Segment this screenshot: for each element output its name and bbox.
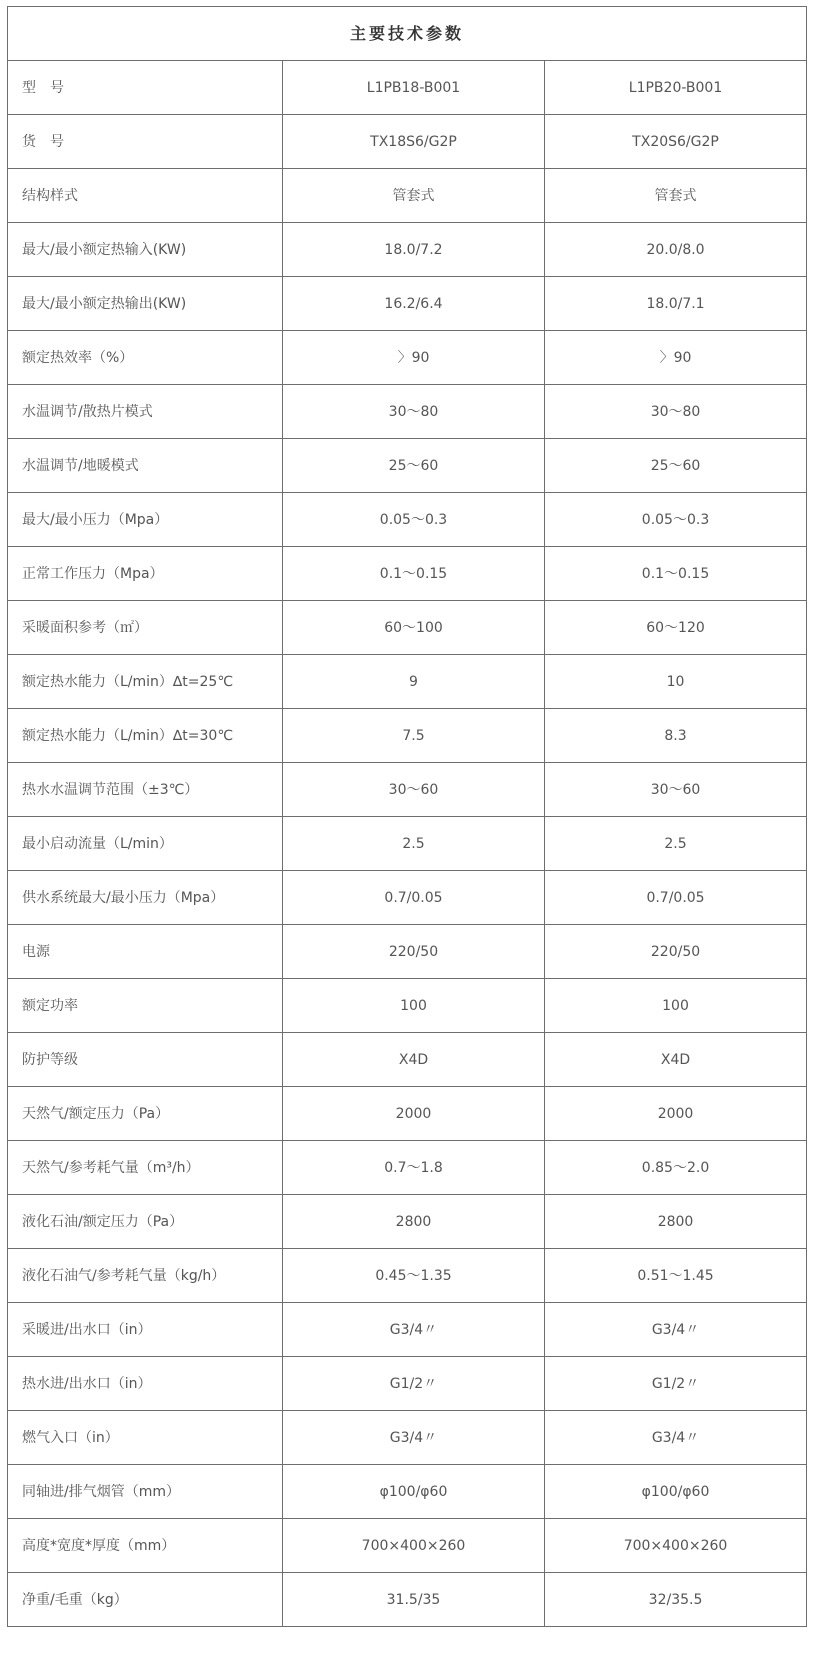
model-2-value: 2000 [545,1087,807,1141]
param-label: 型 号 [8,61,283,115]
param-label: 水温调节/散热片模式 [8,385,283,439]
table-row [8,1249,807,1303]
param-label: 最小启动流量（L/min） [8,817,283,871]
table-row [8,439,807,493]
model-2-value: 0.51～1.45 [545,1249,807,1303]
param-label: 额定热水能力（L/min）∆t=25℃ [8,655,283,709]
table-row [8,547,807,601]
model-2-value: 8.3 [545,709,807,763]
param-label: 天然气/额定压力（Pa） [8,1087,283,1141]
model-1-value: 0.05～0.3 [283,493,545,547]
model-1-value: 25～60 [283,439,545,493]
param-label: 货 号 [8,115,283,169]
param-label: 高度*宽度*厚度（mm） [8,1519,283,1573]
model-2-value: 0.7/0.05 [545,871,807,925]
title-row [8,7,807,61]
param-label: 供水系统最大/最小压力（Mpa） [8,871,283,925]
param-label: 最大/最小额定热输入(KW) [8,223,283,277]
param-label: 液化石油/额定压力（Pa） [8,1195,283,1249]
model-2-value: 700×400×260 [545,1519,807,1573]
model-1-value: G3/4〃 [283,1303,545,1357]
spec-table [7,6,807,1627]
spec-table-body [8,7,807,1627]
model-1-value: X4D [283,1033,545,1087]
model-1-value: 2800 [283,1195,545,1249]
table-row [8,1519,807,1573]
model-1-value: 0.1～0.15 [283,547,545,601]
model-2-value: 25～60 [545,439,807,493]
model-2-value: φ100/φ60 [545,1465,807,1519]
model-2-value: 20.0/8.0 [545,223,807,277]
table-row [8,925,807,979]
model-1-value: 2000 [283,1087,545,1141]
table-row [8,1033,807,1087]
table-row [8,61,807,115]
model-1-value: 700×400×260 [283,1519,545,1573]
table-row [8,385,807,439]
param-label: 热水进/出水口（in） [8,1357,283,1411]
table-row [8,1357,807,1411]
table-row [8,979,807,1033]
table-row [8,655,807,709]
model-2-value: X4D [545,1033,807,1087]
model-2-value: TX20S6/G2P [545,115,807,169]
table-row [8,1465,807,1519]
model-2-value: 30～80 [545,385,807,439]
model-2-value: 220/50 [545,925,807,979]
param-label: 正常工作压力（Mpa） [8,547,283,601]
table-row [8,871,807,925]
param-label: 热水水温调节范围（±3℃） [8,763,283,817]
model-1-value: φ100/φ60 [283,1465,545,1519]
model-1-value: 16.2/6.4 [283,277,545,331]
model-1-value: 220/50 [283,925,545,979]
model-2-value: L1PB20-B001 [545,61,807,115]
param-label: 天然气/参考耗气量（m³/h） [8,1141,283,1195]
model-1-value: 31.5/35 [283,1573,545,1627]
model-2-value: 0.85～2.0 [545,1141,807,1195]
model-2-value: 60～120 [545,601,807,655]
model-1-value: 7.5 [283,709,545,763]
model-2-value: 100 [545,979,807,1033]
model-2-value: 2.5 [545,817,807,871]
model-1-value: 30～80 [283,385,545,439]
param-label: 同轴进/排气烟管（mm） [8,1465,283,1519]
model-2-value: G3/4〃 [545,1303,807,1357]
model-1-value: 2.5 [283,817,545,871]
model-2-value: 30～60 [545,763,807,817]
param-label: 采暖进/出水口（in） [8,1303,283,1357]
table-row [8,1087,807,1141]
model-1-value: 〉90 [283,331,545,385]
model-1-value: 管套式 [283,169,545,223]
model-1-value: 0.7～1.8 [283,1141,545,1195]
param-label: 额定热效率（%） [8,331,283,385]
table-row [8,223,807,277]
param-label: 最大/最小压力（Mpa） [8,493,283,547]
param-label: 额定功率 [8,979,283,1033]
model-1-value: 0.7/0.05 [283,871,545,925]
param-label: 额定热水能力（L/min）∆t=30℃ [8,709,283,763]
model-2-value: G3/4〃 [545,1411,807,1465]
table-row [8,493,807,547]
model-2-value: G1/2〃 [545,1357,807,1411]
model-2-value: 10 [545,655,807,709]
table-row [8,169,807,223]
model-1-value: 9 [283,655,545,709]
model-2-value: 管套式 [545,169,807,223]
param-label: 净重/毛重（kg） [8,1573,283,1627]
param-label: 结构样式 [8,169,283,223]
param-label: 燃气入口（in） [8,1411,283,1465]
model-2-value: 0.1～0.15 [545,547,807,601]
table-title: 主要技术参数 [8,7,807,61]
table-row [8,817,807,871]
table-row [8,1573,807,1627]
param-label: 电源 [8,925,283,979]
table-row [8,1303,807,1357]
model-1-value: G3/4〃 [283,1411,545,1465]
model-1-value: 30～60 [283,763,545,817]
model-1-value: 0.45～1.35 [283,1249,545,1303]
model-2-value: 32/35.5 [545,1573,807,1627]
model-1-value: 60～100 [283,601,545,655]
param-label: 液化石油气/参考耗气量（kg/h） [8,1249,283,1303]
model-1-value: L1PB18-B001 [283,61,545,115]
model-1-value: G1/2〃 [283,1357,545,1411]
model-1-value: TX18S6/G2P [283,115,545,169]
model-2-value: 0.05～0.3 [545,493,807,547]
param-label: 防护等级 [8,1033,283,1087]
table-row [8,1141,807,1195]
table-row [8,115,807,169]
model-2-value: 2800 [545,1195,807,1249]
table-row [8,709,807,763]
model-2-value: 18.0/7.1 [545,277,807,331]
table-row [8,1411,807,1465]
table-row [8,277,807,331]
model-1-value: 18.0/7.2 [283,223,545,277]
table-row [8,1195,807,1249]
table-row [8,331,807,385]
param-label: 最大/最小额定热输出(KW) [8,277,283,331]
table-row [8,763,807,817]
param-label: 水温调节/地暖模式 [8,439,283,493]
table-row [8,601,807,655]
model-1-value: 100 [283,979,545,1033]
model-2-value: 〉90 [545,331,807,385]
param-label: 采暖面积参考（㎡） [8,601,283,655]
